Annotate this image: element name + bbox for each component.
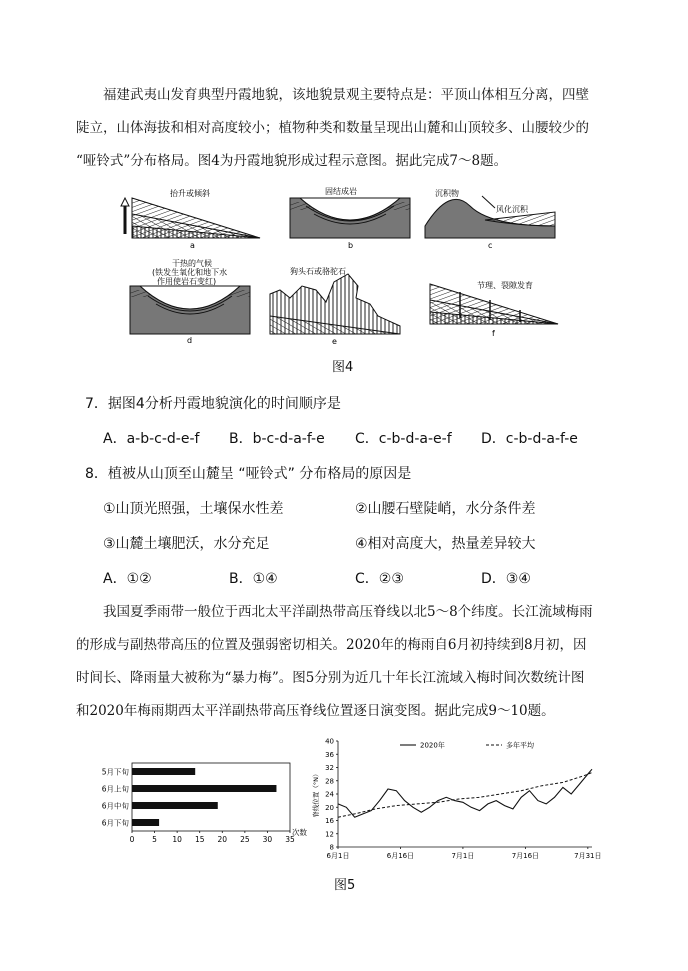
q8-option-b[interactable]: B．①④ [229,571,278,587]
bar [132,768,195,775]
intro2-line-2: 的形成与副热带高压的位置及强弱密切相关。2020年的梅雨自6月初持续到8月初，因 [76,637,587,653]
intro2-line-4: 和2020年梅雨期西太平洋副热带高压脊线位置逐日演变图。据此完成9～10题。 [76,703,555,719]
line-y-tick-label: 20 [325,803,334,812]
q7-option-b[interactable]: B．b-c-d-a-f-e [229,431,325,447]
bar-x-tick-label: 10 [172,835,182,844]
bar-category-label: 6月上旬 [101,784,129,794]
q8-option-a[interactable]: A．①② [103,571,152,587]
line-y-tick-label: 32 [325,764,334,772]
panel-a-label: 抬升或倾斜 [170,189,210,198]
intro1-line-2: 陡立，山体海拔和相对高度较小；植物种类和数量呈现出山麓和山顶较多、山腰较少的 [76,120,589,136]
q7-option-d[interactable]: D．c-b-d-a-f-e [481,431,578,447]
q8-item-2: ②山腰石壁陡峭，水分条件差 [355,501,536,517]
line-x-tick-label: 7月1日 [451,852,475,860]
bar-x-tick-label: 0 [129,835,135,844]
panel-a [121,188,260,250]
panel-c-label-1: 沉积物 [435,189,459,198]
bar-x-tick-label: 20 [217,835,228,844]
line-y-tick-label: 24 [325,790,334,799]
line-y-tick-label: 16 [325,817,334,825]
legend-average-label: 多年平均 [506,741,534,750]
line-y-tick-label: 40 [325,737,334,746]
panel-b-id: b [348,241,354,250]
panel-d-label-2: (铁发生氧化和地下水 [152,268,228,277]
q8-item-3: ③山麓土壤肥沃，水分充足 [103,536,270,552]
line-y-tick-label: 28 [325,777,334,786]
q7-option-a[interactable]: A．a-b-c-d-e-f [103,431,200,447]
figure-5-line-chart [300,735,600,867]
series-average-line [338,773,592,818]
bar [132,802,218,809]
legend-2020-label: 2020年 [420,741,445,750]
q8-item-4: ④相对高度大，热量差异较大 [355,536,536,552]
intro-paragraph-1 [76,79,616,178]
bar-category-label: 6月中旬 [101,801,129,811]
panel-a-id: a [190,241,195,250]
bar-x-axis-label: 次数 [292,828,307,837]
line-y-axis-label: 脊线位置（°N） [312,770,320,818]
line-x-tick-label: 6月1日 [326,852,350,860]
bar-category-label: 6月下旬 [101,818,129,828]
figure-4-caption: 图4 [332,360,354,375]
line-y-tick-label: 8 [329,843,334,852]
q7-option-c[interactable]: C．c-b-d-a-e-f [355,431,452,447]
bar-x-tick-label: 5 [152,835,157,844]
intro-paragraph-2 [76,596,616,728]
line-x-tick-label: 7月31日 [574,852,602,860]
line-y-tick-label: 36 [325,750,334,759]
panel-e [270,266,400,346]
panel-b-label: 固结成岩 [325,187,357,196]
q8-option-c[interactable]: C．②③ [355,571,404,587]
bar-x-tick-label: 25 [240,835,250,844]
line-y-tick-label: 12 [325,830,334,839]
q8-option-d[interactable]: D．③④ [481,571,531,587]
bar-category-label: 5月下旬 [101,767,129,777]
panel-e-id: e [332,337,337,346]
panel-d-id: d [187,336,193,345]
panel-f-id: f [492,329,495,338]
q8-item-1: ①山顶光照强，土壤保水性差 [103,501,284,517]
panel-f-label: 节理、裂隙发育 [477,281,533,290]
panel-c [425,188,555,250]
panel-c-id: c [488,241,493,250]
figure-5-caption: 图5 [334,878,356,893]
bar-x-tick-label: 35 [285,835,295,844]
question-8-stem: 8．植被从山顶至山麓呈 “哑铃式” 分布格局的原因是 [85,466,412,482]
panel-b [290,186,410,250]
line-x-tick-label: 7月16日 [511,852,540,860]
intro2-line-3: 时间长、降雨量大被称为“暴力梅”。图5分别为近几十年长江流域入梅时间次数统计图 [76,670,585,686]
figure-5-bar-chart [94,755,307,865]
panel-f [430,280,558,338]
bar-x-tick-label: 30 [262,835,273,844]
intro1-line-3: “哑铃式”分布格局。图4为丹霞地貌形成过程示意图。据此完成7～8题。 [76,153,508,169]
panel-d-label-1: 干热的气候 [172,259,212,268]
intro1-line-1: 福建武夷山发育典型丹霞地貌，该地貌景观主要特点是：平顶山体相互分离，四壁 [103,87,589,103]
panel-c-label-2: 风化沉积 [496,205,528,214]
intro2-line-1: 我国夏季雨带一般位于西北太平洋副热带高压脊线以北5～8个纬度。长江流域梅雨 [103,604,593,620]
bar [132,819,159,826]
figure-4-diagram [120,186,580,346]
panel-d-label-3: 作用使岩石变红) [157,277,217,286]
series-2020-line [338,769,592,817]
line-x-tick-label: 6月16日 [386,852,415,860]
bar-x-tick-label: 15 [194,835,205,844]
question-7-stem: 7．据图4分析丹霞地貌演化的时间顺序是 [85,396,341,412]
panel-d [130,258,250,345]
panel-e-label: 狗头石或骆驼石 [290,267,346,276]
bar [132,785,276,792]
